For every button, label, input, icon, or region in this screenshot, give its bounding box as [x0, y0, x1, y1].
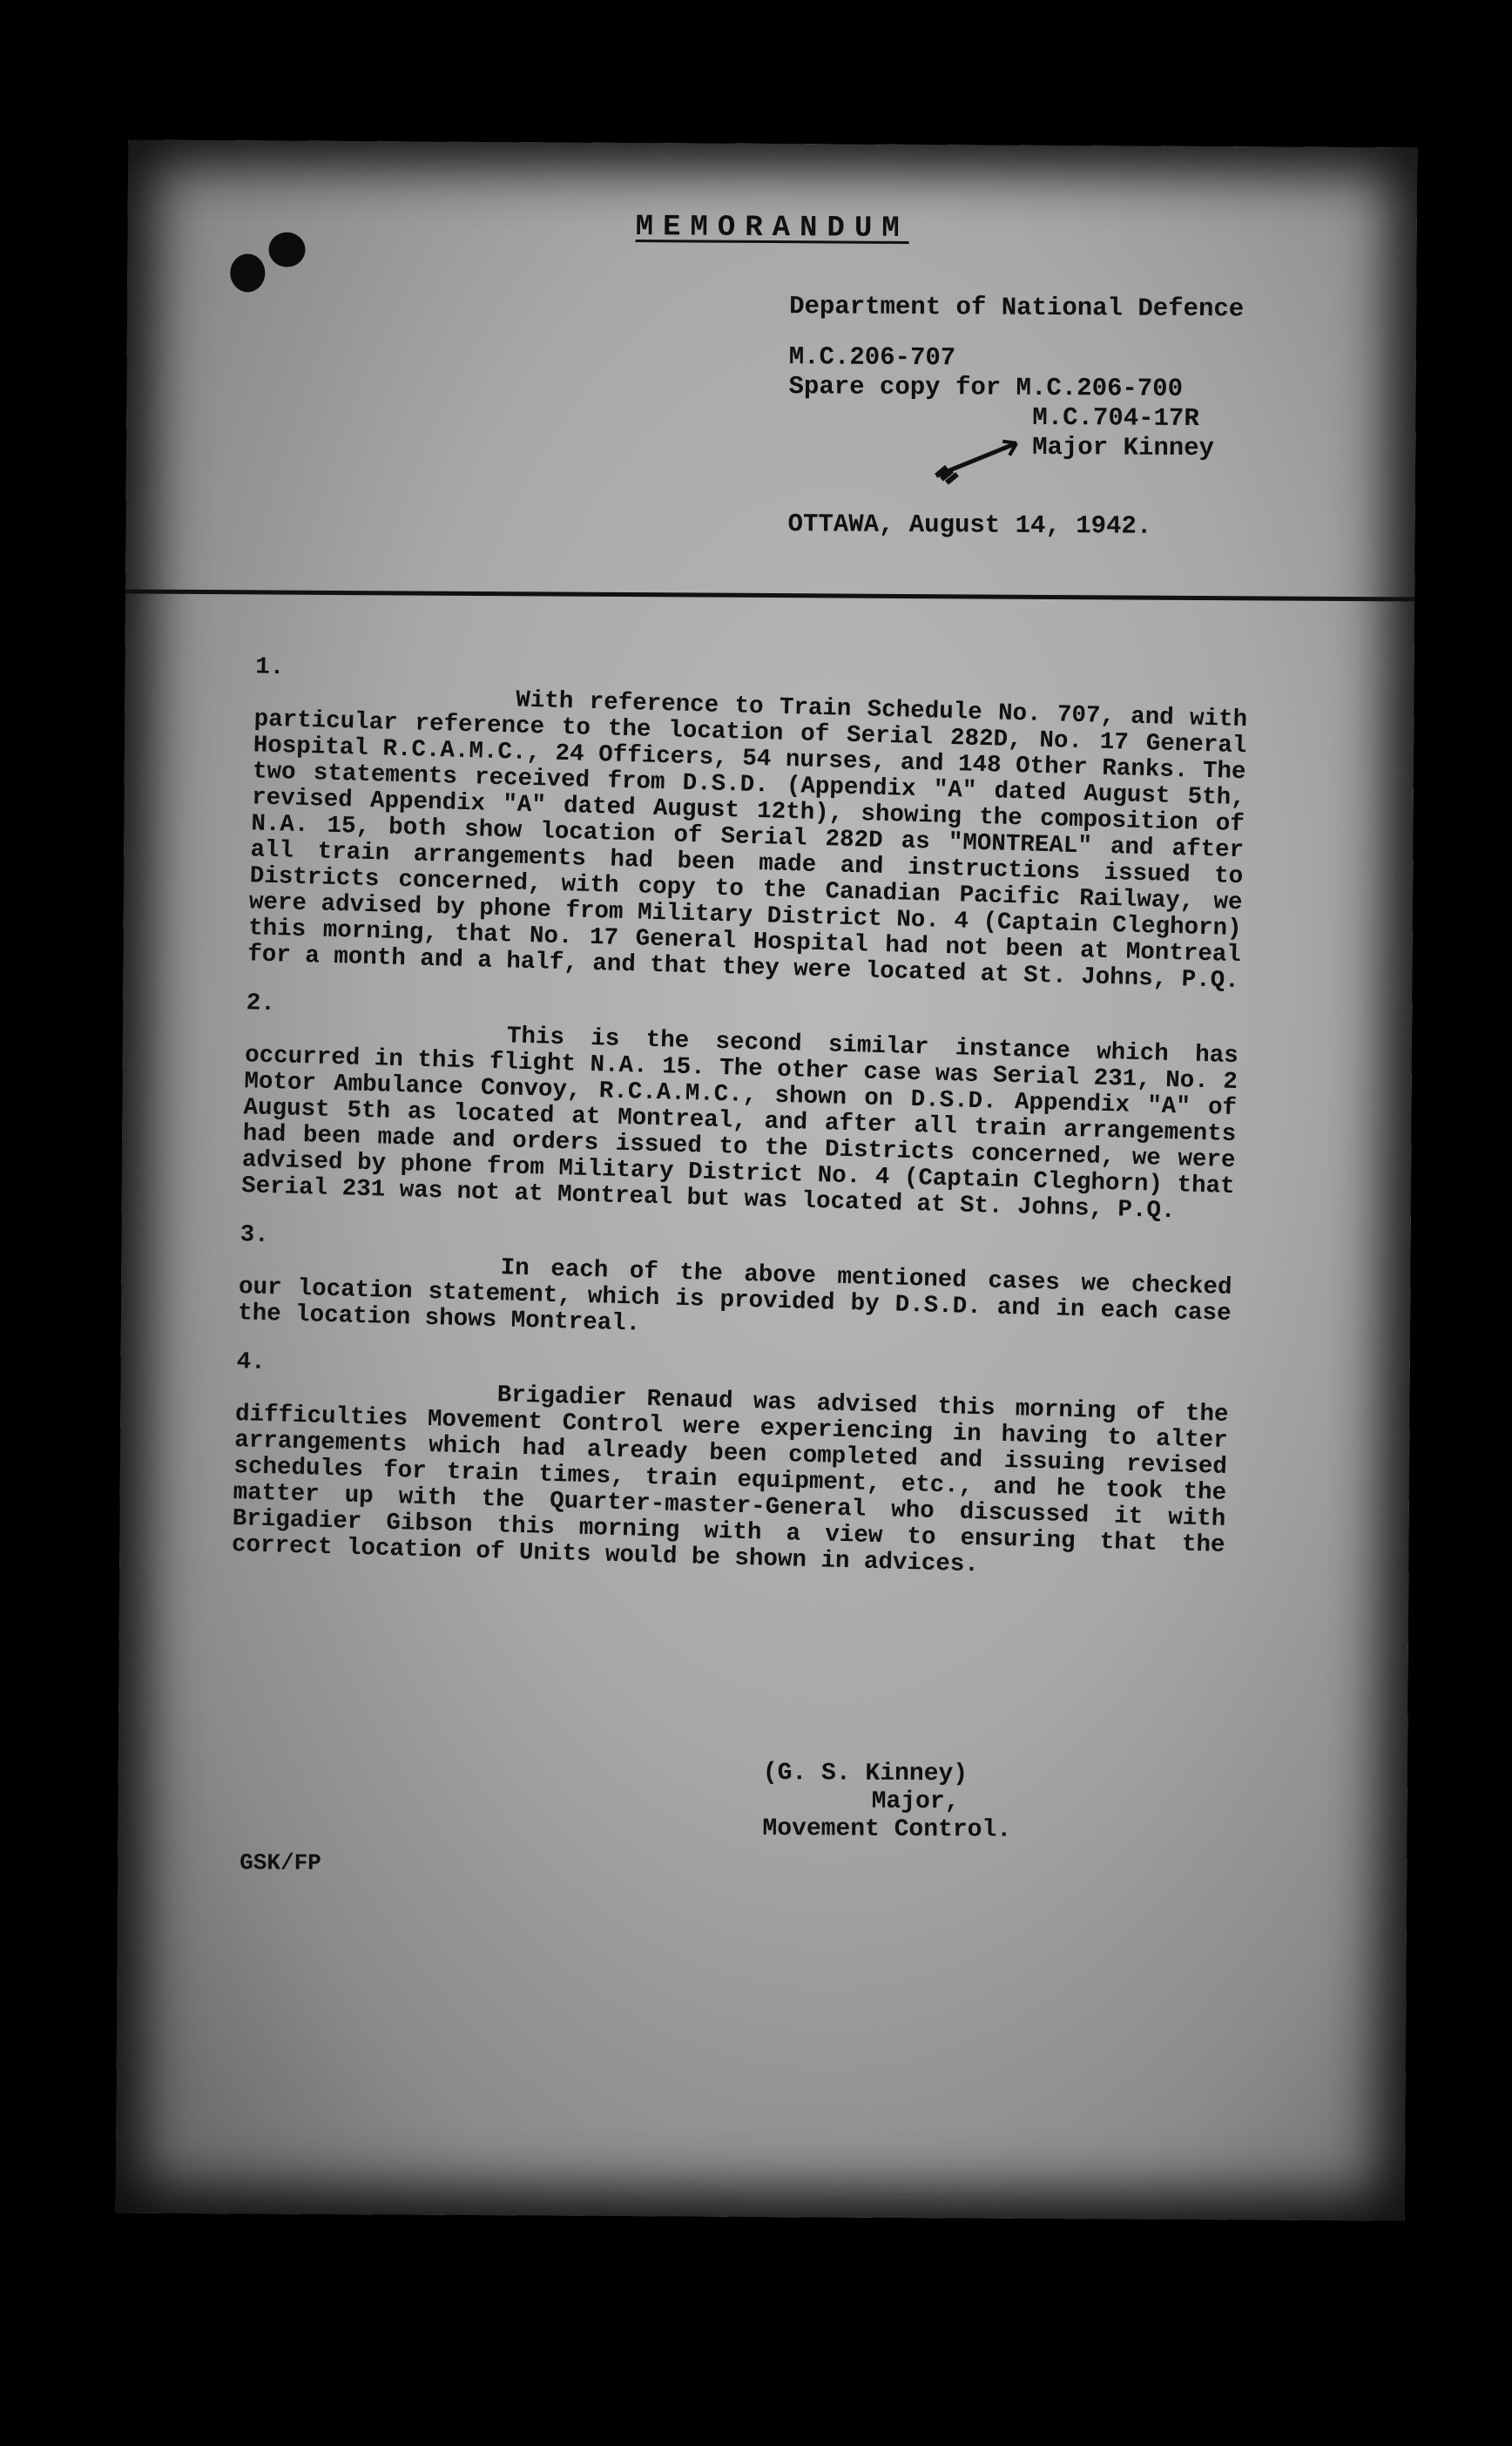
- memo-title: MEMORANDUM: [635, 211, 909, 246]
- file-reference: M.C.206-707: [788, 342, 956, 373]
- paragraph-1: [247, 654, 1248, 995]
- paragraph-number: 3.: [240, 1221, 270, 1250]
- spare-copy-reference: Spare copy for M.C.206-700: [788, 372, 1184, 403]
- paragraph-text: Brigadier Renaud was advised this morning of the difficulties Movement Control were experiencing in having to alter arrangements which had already been completed and issuing revised schedules for train times, train equipment, etc., and he took the matter up with the Quarter-master-General who discussed it with Brigadier Gibson this morning with a view to ensuring that the correct location of Units would be shown in advices.: [231, 1382, 1229, 1579]
- signatory-name: (G. S. Kinney): [762, 1759, 969, 1788]
- paragraph-text: In each of the above mentioned cases we checked our location statement, which is provided by D.S.D. and in each case the location shows Montreal.: [237, 1254, 1232, 1338]
- punch-hole: [230, 253, 265, 292]
- signature-block: [762, 1760, 1011, 1845]
- paragraph-text: With reference to Train Schedule No. 707, and with particular reference to the location of Serial 282D, No. 17 General Hospital R.C.A.M.C., 24 Officers, 54 nurses, and 148 Other Ranks. The two statements received from D.S.D. (Appendix "A" dated August 5th, revised Appendix "A" dated August 12th), showing the composition of N.A. 15, both show location of Serial 282D as "MONTREAL" and after all train arrangements had been made and instructions issued to Districts concerned, with copy to the Canadian Pacific Railway, we were advised by phone from Military District No. 4 (Captain Cleghorn) this morning, that No. 17 General Hospital had not been at Montreal for a month and a half, and that they were located at St. Johns, P.Q.: [246, 686, 1248, 996]
- signatory-unit: Movement Control.: [762, 1814, 1012, 1844]
- typist-initials: GSK/FP: [240, 1849, 321, 1876]
- paragraph-number: 1.: [254, 653, 285, 682]
- signatory-rank: Major,: [871, 1787, 960, 1816]
- header-block: [788, 292, 1399, 464]
- department-name: Department of National Defence: [789, 292, 1245, 324]
- paragraph-number: 4.: [236, 1348, 267, 1376]
- handwritten-arrow-icon: [929, 432, 1034, 485]
- paragraph-number: 2.: [246, 990, 276, 1018]
- memo-body: [231, 654, 1248, 1607]
- memo-date: OTTAWA, August 14, 1942.: [787, 510, 1152, 541]
- paragraph-2: [241, 990, 1239, 1226]
- paragraph-3: [238, 1222, 1233, 1354]
- cc-reference: M.C.704-17R: [1032, 402, 1199, 434]
- memo-page: [116, 140, 1418, 2221]
- cc-name: Major Kinney: [1032, 432, 1215, 463]
- paragraph-text: This is the second similar instance which has occurred in this flight N.A. 15. The other case was Serial 231, No. 2 Motor Ambulance Convoy, R.C.A.M.C., shown on D.S.D. Appendix "A" of August 5th as located at Montreal, and after all train arrangements had been made and orders issued to the Districts concerned, we were advised by phone from Military District No. 4 (Captain Cleghorn) that Serial 231 was not at Montreal but was located at St. Johns, P.Q.: [240, 1023, 1239, 1226]
- paragraph-4: [232, 1349, 1230, 1585]
- header-divider: [125, 589, 1414, 601]
